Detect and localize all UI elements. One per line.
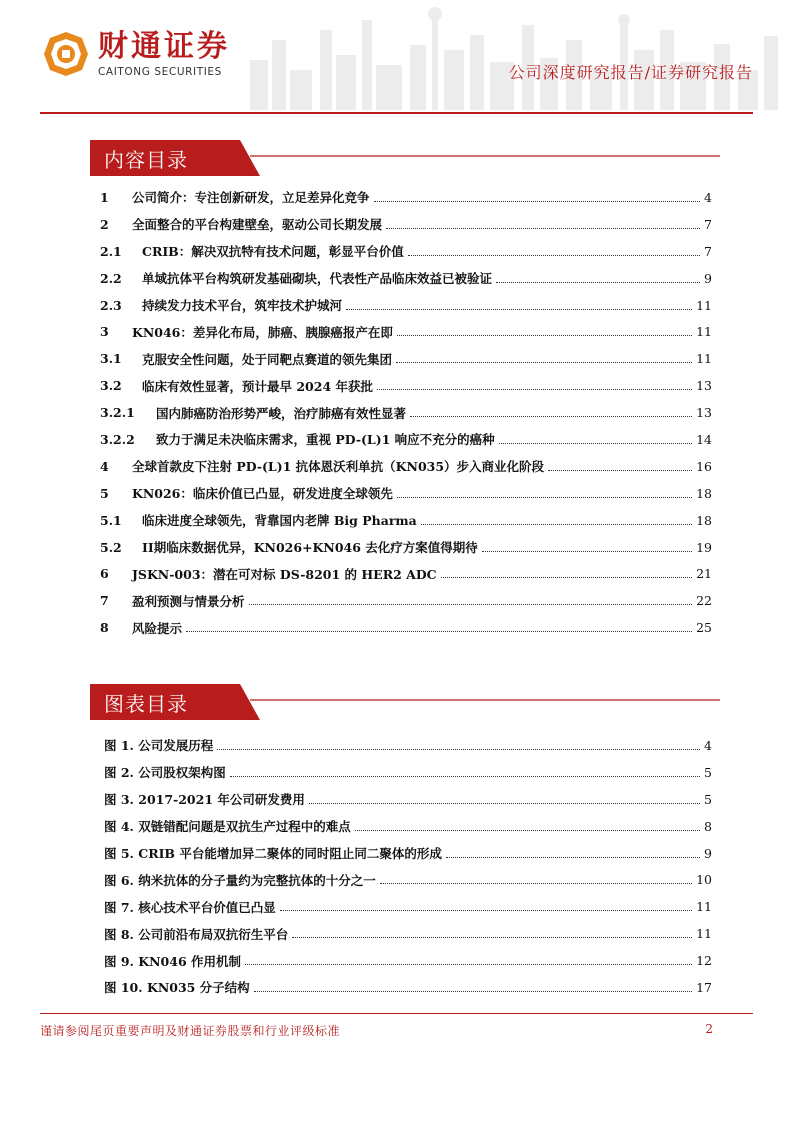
toc-title: 致力于满足未决临床需求，重视 PD-(L)1 响应不充分的癌种 — [156, 432, 495, 448]
toc-num: 2.2 — [100, 270, 122, 286]
toc-page: 11 — [696, 324, 712, 340]
brand-name-en: CAITONG SECURITIES — [98, 66, 222, 78]
toc-row[interactable] — [100, 614, 712, 641]
header-divider — [40, 112, 753, 114]
toc-title: 风险提示 — [132, 620, 183, 636]
figure-title: 图 6. 纳米抗体的分子量约为完整抗体的十分之一 — [104, 872, 376, 888]
toc-title: 单域抗体平台构筑研发基础砌块，代表性产品临床效益已被验证 — [142, 271, 493, 287]
toc-page: 18 — [696, 485, 712, 501]
toc-num: 5.2 — [100, 539, 122, 555]
toc-page: 4 — [704, 189, 712, 205]
figure-title: 图 7. 核心技术平台价值已凸显 — [104, 899, 276, 915]
toc-row[interactable] — [100, 265, 712, 292]
toc-num: 3.2.1 — [100, 405, 135, 421]
leader-dots — [421, 524, 692, 525]
footer-divider — [40, 1013, 753, 1014]
leader-dots — [292, 937, 692, 938]
figure-row[interactable] — [104, 840, 712, 867]
toc-title: 全球首款皮下注射 PD-(L)1 抗体恩沃利单抗（KN035）步入商业化阶段 — [132, 459, 545, 475]
leader-dots — [410, 416, 692, 417]
disclaimer-note: 谨请参阅尾页重要声明及财通证券股票和行业评级标准 — [40, 1024, 341, 1038]
caitong-logo — [42, 30, 90, 78]
figure-page: 5 — [704, 791, 712, 807]
toc-row[interactable] — [100, 211, 712, 238]
leader-dots — [377, 389, 692, 390]
toc-page: 22 — [696, 593, 712, 609]
leader-dots — [249, 604, 693, 605]
toc-list — [100, 184, 712, 641]
toc-row[interactable] — [100, 345, 712, 372]
leader-dots — [499, 443, 692, 444]
leader-dots — [374, 201, 701, 202]
figure-row[interactable] — [104, 893, 712, 920]
toc-title: 克服安全性问题，处于同靶点赛道的领先集团 — [142, 351, 393, 367]
toc-title: 临床有效性显著，预计最早 2024 年获批 — [142, 378, 373, 394]
page-number: 2 — [705, 1022, 713, 1036]
toc-title: II期临床数据优异，KN026+KN046 去化疗方案值得期待 — [142, 540, 478, 556]
leader-dots — [496, 282, 700, 283]
leader-dots — [217, 749, 700, 750]
toc-page: 21 — [696, 566, 712, 582]
toc-page: 7 — [704, 243, 712, 259]
figure-row[interactable] — [104, 759, 712, 786]
toc-num: 2.3 — [100, 297, 122, 313]
city-skyline-watermark — [240, 0, 793, 110]
toc-page: 7 — [704, 216, 712, 232]
toc-num: 3.2 — [100, 378, 122, 394]
toc-row[interactable] — [100, 184, 712, 211]
leader-dots — [309, 803, 700, 804]
toc-row[interactable] — [100, 480, 712, 507]
figure-page: 10 — [696, 872, 712, 888]
toc-page: 14 — [696, 431, 712, 447]
figure-page: 9 — [704, 845, 712, 861]
toc-title: 持续发力技术平台，筑牢技术护城河 — [142, 298, 343, 313]
toc-page: 25 — [696, 620, 712, 636]
toc-num: 7 — [100, 593, 109, 609]
leader-dots — [441, 577, 692, 578]
figure-title: 图 8. 公司前沿布局双抗衍生平台 — [104, 926, 289, 942]
leader-dots — [230, 776, 700, 777]
figure-title: 图 2. 公司股权架构图 — [104, 765, 226, 781]
toc-num: 6 — [100, 566, 109, 582]
figure-row[interactable] — [104, 813, 712, 840]
toc-row[interactable] — [100, 318, 712, 345]
toc-title: 盈利预测与情景分析 — [132, 593, 245, 609]
toc-page: 16 — [696, 458, 712, 474]
toc-row[interactable] — [100, 534, 712, 561]
report-type-title: 公司深度研究报告/证券研究报告 — [508, 63, 753, 82]
figure-title: 图 10. KN035 分子结构 — [104, 980, 250, 996]
figure-title: 图 5. CRIB 平台能增加异二聚体的同时阻止同二聚体的形成 — [104, 846, 442, 861]
toc-num: 2 — [100, 216, 109, 232]
toc-num: 5.1 — [100, 512, 122, 528]
leader-dots — [397, 497, 692, 498]
toc-title: CRIB：解决双抗特有技术问题，彰显平台价值 — [142, 244, 404, 260]
toc-row[interactable] — [100, 238, 712, 265]
leader-dots — [380, 883, 692, 884]
toc-num: 4 — [100, 458, 109, 474]
toc-page: 19 — [696, 539, 712, 555]
toc-title: 临床进度全球领先，背靠国内老牌 Big Pharma — [142, 513, 417, 529]
leader-dots — [186, 631, 692, 632]
toc-num: 1 — [100, 189, 109, 205]
toc-row[interactable] — [100, 426, 712, 453]
leader-dots — [446, 857, 700, 858]
figure-row[interactable] — [104, 866, 712, 893]
toc-num: 5 — [100, 485, 109, 501]
figure-row[interactable] — [104, 732, 712, 759]
toc-num: 3 — [100, 324, 109, 340]
toc-num: 2.1 — [100, 243, 122, 259]
toc-num: 3.2.2 — [100, 431, 135, 447]
toc-title: JSKN-003：潜在可对标 DS-8201 的 HER2 ADC — [132, 566, 437, 582]
toc-page: 11 — [696, 297, 712, 313]
toc-page: 13 — [696, 405, 712, 421]
figure-page: 17 — [696, 979, 712, 995]
toc-row[interactable] — [100, 372, 712, 399]
toc-row[interactable] — [100, 560, 712, 587]
leader-dots — [254, 991, 692, 992]
figure-title: 图 3. 2017-2021 年公司研发费用 — [104, 792, 305, 808]
figures-section-header — [90, 680, 720, 724]
leader-dots — [386, 228, 700, 229]
figure-page: 5 — [704, 764, 712, 780]
toc-page: 13 — [696, 378, 712, 394]
leader-dots — [245, 964, 692, 965]
toc-page: 11 — [696, 351, 712, 367]
toc-row[interactable] — [100, 587, 712, 614]
toc-title: KN026：临床价值已凸显，研发进度全球领先 — [132, 486, 393, 502]
figure-row[interactable] — [104, 920, 712, 947]
figure-title: 图 1. 公司发展历程 — [104, 738, 214, 754]
toc-section-header — [90, 136, 720, 180]
leader-dots — [280, 910, 692, 911]
leader-dots — [396, 362, 692, 363]
figure-page: 11 — [696, 926, 712, 942]
toc-title: 公司简介：专注创新研发，立足差异化竞争 — [132, 190, 370, 206]
figure-row[interactable] — [104, 786, 712, 813]
figure-page: 11 — [696, 899, 712, 915]
toc-row[interactable] — [100, 507, 712, 534]
toc-title: 国内肺癌防治形势严峻，治疗肺癌有效性显著 — [156, 405, 407, 421]
brand-name-cn: 财通证券 — [98, 29, 230, 64]
leader-dots — [548, 470, 692, 471]
figure-row[interactable] — [104, 974, 712, 1001]
toc-num: 3.1 — [100, 351, 122, 367]
toc-heading: 内容目录 — [104, 148, 188, 172]
leader-dots — [482, 551, 692, 552]
leader-dots — [408, 255, 700, 256]
leader-dots — [397, 335, 692, 336]
toc-row[interactable] — [100, 453, 712, 480]
leader-dots — [355, 830, 700, 831]
figure-row[interactable] — [104, 947, 712, 974]
figures-heading: 图表目录 — [104, 692, 188, 716]
figure-page: 8 — [704, 818, 712, 834]
figures-list — [104, 732, 712, 1001]
toc-page: 9 — [704, 270, 712, 286]
toc-title: 全面整合的平台构建壁垒，驱动公司长期发展 — [132, 217, 383, 233]
toc-num: 8 — [100, 620, 109, 636]
toc-title: KN046：差异化布局，肺癌、胰腺癌报产在即 — [132, 324, 393, 340]
toc-row[interactable] — [100, 399, 712, 426]
toc-row[interactable] — [100, 292, 712, 319]
figure-title: 图 9. KN046 作用机制 — [104, 953, 241, 969]
toc-page: 18 — [696, 512, 712, 528]
leader-dots — [346, 309, 692, 310]
figure-page: 4 — [704, 737, 712, 753]
figure-title: 图 4. 双链错配问题是双抗生产过程中的难点 — [104, 819, 351, 835]
figure-page: 12 — [696, 953, 712, 969]
